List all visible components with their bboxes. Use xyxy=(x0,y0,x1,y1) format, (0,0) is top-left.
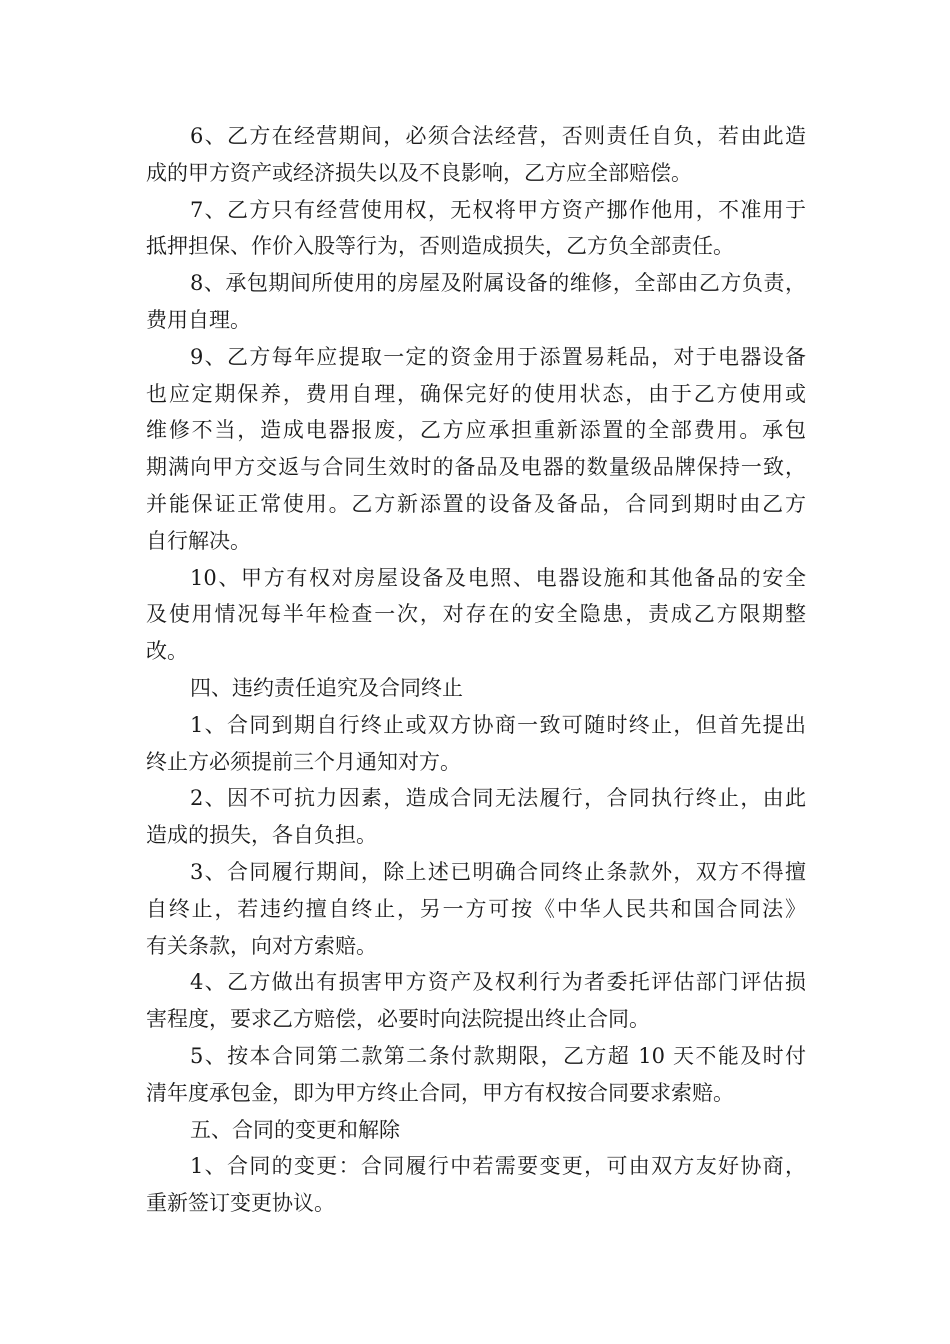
paragraph-line: 7、乙方只有经营使用权，无权将甲方资产挪作他用，不准用于 xyxy=(190,197,806,222)
paragraph-line: 抵押担保、作价入股等行为，否则造成损失，乙方负全部责任。 xyxy=(146,234,734,259)
paragraph-line: 1、合同的变更：合同履行中若需要变更，可由双方友好协商， xyxy=(190,1154,806,1179)
paragraph-line: 改。 xyxy=(146,639,188,664)
paragraph-line: 3、合同履行期间，除上述已明确合同终止条款外，双方不得擅 xyxy=(190,859,806,884)
paragraph-line: 6、乙方在经营期间，必须合法经营，否则责任自负，若由此造 xyxy=(190,124,806,148)
paragraph-line: 终止方必须提前三个月通知对方。 xyxy=(146,749,461,774)
paragraph-line: 1、合同到期自行终止或双方协商一致可随时终止，但首先提出 xyxy=(190,712,806,737)
paragraph-line: 造成的损失，各自负担。 xyxy=(146,823,377,848)
clause-paragraph xyxy=(146,339,806,560)
document-body xyxy=(146,118,806,1222)
paragraph-line: 维修不当，造成电器报废，乙方应承担重新添置的全部费用。承包 xyxy=(146,418,806,443)
paragraph-line: 成的甲方资产或经济损失以及不良影响，乙方应全部赔偿。 xyxy=(146,160,692,185)
paragraph-line: 8、承包期间所使用的房屋及附属设备的维修，全部由乙方负责， xyxy=(190,271,806,296)
paragraph-line: 费用自理。 xyxy=(146,307,251,332)
clause-paragraph xyxy=(146,854,806,964)
paragraph-line: 自行解决。 xyxy=(146,528,251,553)
paragraph-line: 4、乙方做出有损害甲方资产及权利行为者委托评估部门评估损 xyxy=(190,970,806,995)
section-heading-text: 五、合同的变更和解除 xyxy=(190,1117,400,1142)
clause-paragraph xyxy=(146,1038,806,1112)
clause-paragraph xyxy=(146,192,806,266)
paragraph-line: 害程度，要求乙方赔偿，必要时向法院提出终止合同。 xyxy=(146,1007,650,1032)
paragraph-line: 并能保证正常使用。乙方新添置的设备及备品，合同到期时由乙方 xyxy=(146,491,806,516)
paragraph-line: 也应定期保养，费用自理，确保完好的使用状态，由于乙方使用或 xyxy=(146,381,806,406)
paragraph-line: 10、甲方有权对房屋设备及电照、电器设施和其他备品的安全 xyxy=(190,565,806,590)
section-heading xyxy=(146,1112,806,1149)
paragraph-line: 自终止，若违约擅自终止，另一方可按《中华人民共和国合同法》 xyxy=(146,896,806,921)
clause-paragraph xyxy=(146,265,806,339)
paragraph-line: 有关条款，向对方索赔。 xyxy=(146,933,377,958)
paragraph-line: 清年度承包金，即为甲方终止合同，甲方有权按合同要求索赔。 xyxy=(146,1080,734,1105)
paragraph-line: 9、乙方每年应提取一定的资金用于添置易耗品，对于电器设备 xyxy=(190,344,806,369)
paragraph-line: 重新签订变更协议。 xyxy=(146,1191,335,1216)
paragraph-line: 5、按本合同第二款第二条付款期限，乙方超 10 天不能及时付 xyxy=(190,1043,806,1068)
clause-paragraph xyxy=(146,1148,806,1222)
paragraph-line: 2、因不可抗力因素，造成合同无法履行，合同执行终止，由此 xyxy=(190,786,806,811)
paragraph-line: 及使用情况每半年检查一次，对存在的安全隐患，责成乙方限期整 xyxy=(146,602,806,627)
clause-paragraph xyxy=(146,780,806,854)
section-heading-text: 四、违约责任追究及合同终止 xyxy=(190,675,463,700)
clause-paragraph xyxy=(146,560,806,670)
clause-paragraph xyxy=(146,707,806,781)
paragraph-line: 期满向甲方交返与合同生效时的备品及电器的数量级品牌保持一致， xyxy=(146,455,806,480)
clause-paragraph xyxy=(146,118,806,192)
clause-paragraph xyxy=(146,964,806,1038)
section-heading xyxy=(146,670,806,707)
